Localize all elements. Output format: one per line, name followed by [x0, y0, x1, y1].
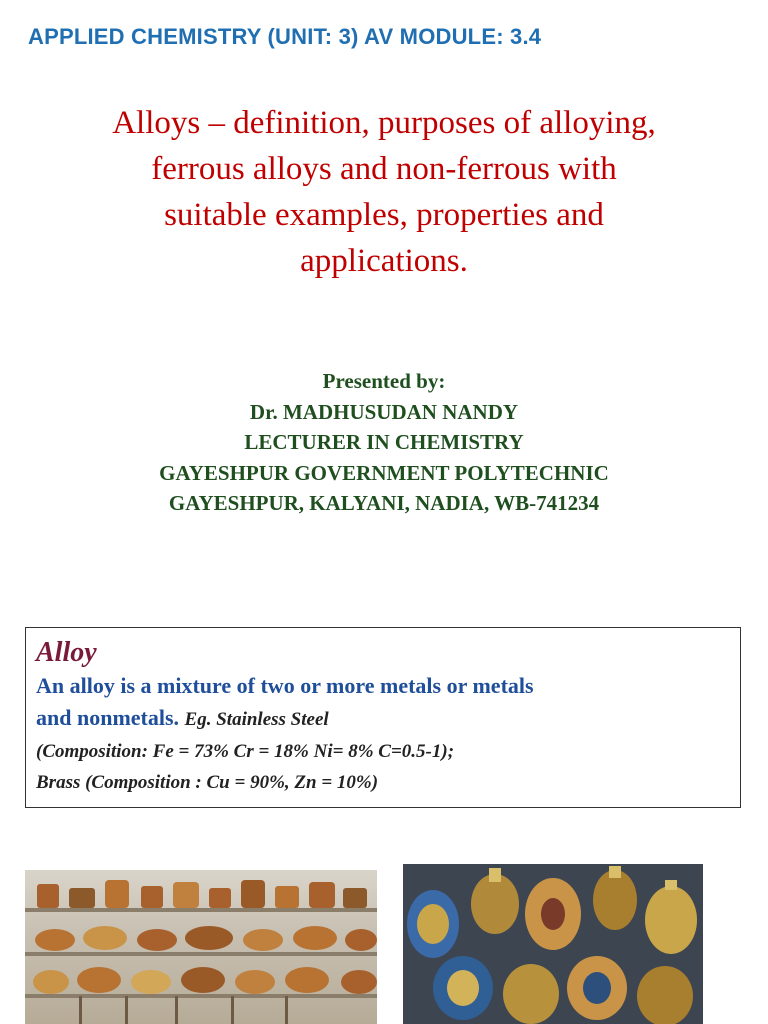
- presenter-institute: GAYESHPUR GOVERNMENT POLYTECHNIC: [159, 460, 609, 485]
- copper-utensils-photo: [25, 870, 377, 1024]
- definition-text: and nonmetals.: [36, 705, 180, 730]
- page-title: [40, 100, 728, 284]
- brass-vases-photo: [403, 864, 703, 1024]
- presenter-label: Presented by:: [322, 369, 446, 393]
- alloy-definition: [36, 670, 730, 736]
- title-line: suitable examples, properties and: [164, 197, 604, 233]
- title-line: applications.: [300, 243, 468, 279]
- brass-composition: Brass (Composition : Cu = 90%, Zn = 10%): [36, 772, 379, 793]
- title-line: ferrous alloys and non-ferrous with: [151, 151, 617, 187]
- definition-line: [36, 702, 730, 736]
- example-label: Eg. Stainless Steel: [184, 709, 329, 730]
- presenter-position: LECTURER IN CHEMISTRY: [244, 430, 524, 454]
- stainless-steel-composition: (Composition: Fe = 73% Cr = 18% Ni= 8% C=0.5-1);: [36, 741, 455, 762]
- alloy-definition-box: [25, 627, 741, 808]
- copper-utensils-image: [25, 870, 377, 1024]
- presenter-address: GAYESHPUR, KALYANI, NADIA, WB-741234: [168, 491, 600, 515]
- presenter-name: Dr. MADHUSUDAN NANDY: [249, 399, 519, 424]
- module-header: APPLIED CHEMISTRY (UNIT: 3) AV MODULE: 3.4: [28, 24, 542, 49]
- alloy-heading: Alloy: [36, 637, 97, 668]
- definition-line: An alloy is a mixture of two or more metals or metals: [36, 673, 534, 698]
- title-line: Alloys – definition, purposes of alloying,: [112, 105, 656, 141]
- presenter-block: [0, 366, 768, 519]
- brass-vases-image: [403, 864, 703, 1024]
